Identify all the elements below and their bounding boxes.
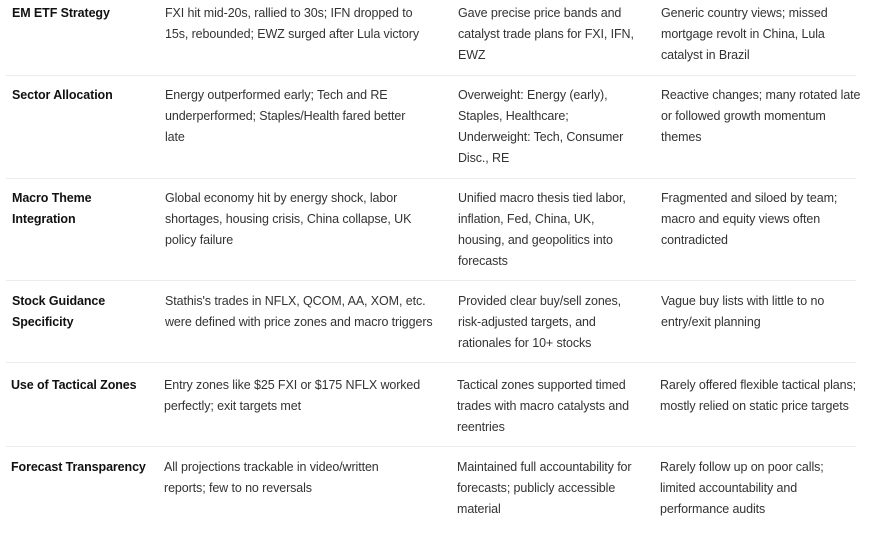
row-divider bbox=[6, 280, 856, 281]
competitors-cell: Rarely follow up on poor calls; limited accountability and performance audits bbox=[660, 460, 824, 516]
actual-outcome-cell: All projections trackable in video/written reports; few to no reversals bbox=[164, 460, 379, 495]
row-divider bbox=[6, 178, 856, 179]
stathis-forecast-cell: Maintained full accountability for forecasts; publicly accessible material bbox=[457, 460, 632, 516]
row-divider bbox=[6, 362, 856, 363]
row-divider bbox=[6, 446, 856, 447]
actual-outcome-cell: Energy outperformed early; Tech and RE underperformed; Staples/Health fared better late bbox=[165, 88, 406, 144]
metric-cell: Forecast Transparency bbox=[11, 460, 146, 474]
stathis-forecast-cell: Overweight: Energy (early), Staples, Healthcare; Underweight: Tech, Consumer Disc., RE bbox=[458, 88, 624, 165]
metric-cell: Macro Theme Integration bbox=[12, 191, 92, 226]
actual-outcome-cell: Stathis's trades in NFLX, QCOM, AA, XOM, etc. were defined with price zones and macro triggers bbox=[165, 294, 433, 329]
stathis-forecast-cell: Tactical zones supported timed trades with macro catalysts and reentries bbox=[457, 378, 629, 434]
metric-cell: EM ETF Strategy bbox=[12, 6, 110, 20]
competitors-cell: Rarely offered flexible tactical plans; mostly relied on static price targets bbox=[660, 378, 856, 413]
actual-outcome-cell: Entry zones like $25 FXI or $175 NFLX worked perfectly; exit targets met bbox=[164, 378, 421, 413]
competitors-cell: Generic country views; missed mortgage revolt in China, Lula catalyst in Brazil bbox=[661, 6, 828, 62]
metric-cell: Sector Allocation bbox=[12, 88, 113, 102]
competitors-cell: Reactive changes; many rotated late or followed growth momentum themes bbox=[661, 88, 861, 144]
actual-outcome-cell: FXI hit mid-20s, rallied to 30s; IFN dropped to 15s, rebounded; EWZ surged after Lula victory bbox=[165, 6, 419, 41]
metric-cell: Stock Guidance Specificity bbox=[12, 294, 106, 329]
stathis-forecast-cell: Unified macro thesis tied labor, inflation, Fed, China, UK, housing, and geopolitics into forecasts bbox=[458, 191, 626, 268]
actual-outcome-cell: Global economy hit by energy shock, labor shortages, housing crisis, China collapse, UK policy failure bbox=[165, 191, 412, 247]
metric-cell: Use of Tactical Zones bbox=[11, 378, 137, 392]
competitors-cell: Fragmented and siloed by team; macro and equity views often contradicted bbox=[661, 191, 838, 247]
stathis-forecast-cell: Gave precise price bands and catalyst trade plans for FXI, IFN, EWZ bbox=[458, 6, 634, 62]
row-divider bbox=[6, 75, 856, 76]
competitors-cell: Vague buy lists with little to no entry/exit planning bbox=[661, 294, 825, 329]
stathis-forecast-cell: Provided clear buy/sell zones, risk-adjusted targets, and rationales for 10+ stocks bbox=[458, 294, 622, 350]
